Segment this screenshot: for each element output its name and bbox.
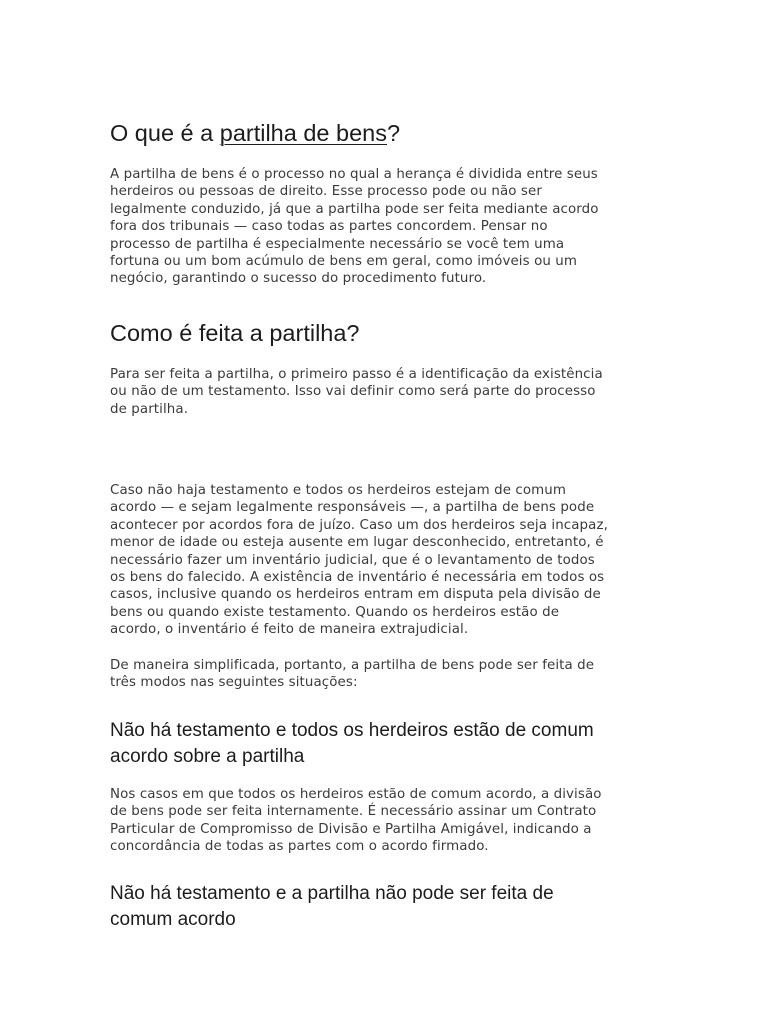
text-line: concordância de todas as partes com o acordo firmado. (110, 839, 489, 855)
text-line: negócio, garantindo o sucesso do procedimento futuro. (110, 271, 487, 287)
text-line: três modos nas seguintes situações: (110, 675, 358, 691)
text-line: Particular de Compromisso de Divisão e Partilha Amigável, indicando a (110, 821, 592, 837)
text-line: legalmente conduzido, já que a partilha pode ser feita mediante acordo (110, 201, 599, 217)
text-line: acordo — e sejam legalmente responsáveis —, a partilha de bens pode (110, 500, 595, 516)
text-line: de partilha. (110, 401, 189, 417)
text-line: os bens do falecido. A existência de inventário é necessária em todos os (110, 570, 605, 586)
paragraph-internal-division (110, 786, 655, 856)
text-line: Nos casos em que todos os herdeiros estão de comum acordo, a divisão (110, 787, 602, 802)
text-line: herdeiros ou pessoas de direito. Esse processo pode ou não ser (110, 184, 542, 200)
paragraph-first-step (110, 366, 655, 418)
text-line: ou não de um testamento. Isso vai definir como será parte do processo (110, 384, 596, 400)
text-line: A partilha de bens é o processo no qual a herança é dividida entre seus (110, 167, 598, 182)
text-line: necessário fazer um inventário judicial, que é o levantamento de todos (110, 552, 595, 568)
heading-what-is-partilha (110, 119, 400, 147)
text-line: de bens pode ser feita internamente. É necessário assinar um Contrato (110, 804, 597, 820)
heading-line: Não há testamento e todos os herdeiros estão de comum (110, 720, 594, 741)
text-line: Para ser feita a partilha, o primeiro passo é a identificação da existência (110, 367, 603, 382)
paragraph-definition (110, 166, 655, 288)
heading-no-agreement (110, 881, 655, 933)
heading-prefix: O que é a (110, 120, 220, 146)
paragraph-no-testament (110, 482, 655, 639)
heading-line: Não há testamento e a partilha não pode ser feita de (110, 883, 554, 904)
text-line: acontecer por acordos fora de juízo. Caso um dos herdeiros seja incapaz, (110, 517, 608, 533)
text-line: casos, inclusive quando os herdeiros entram em disputa pela divisão de (110, 587, 601, 603)
heading-suffix: ? (386, 120, 401, 146)
heading-line: comum acordo (110, 909, 236, 930)
text-line: bens ou quando existe testamento. Quando os herdeiros estão de (110, 604, 560, 620)
text-line: acordo, o inventário é feito de maneira extrajudicial. (110, 622, 469, 638)
heading-line: acordo sobre a partilha (110, 746, 305, 767)
partilha-de-bens-link[interactable]: partilha de bens (219, 120, 387, 146)
paragraph-three-modes (110, 657, 655, 692)
text-line: Caso não haja testamento e todos os herdeiros estejam de comum (110, 483, 567, 498)
heading-common-agreement (110, 718, 655, 770)
text-line: fora dos tribunais — caso todas as partes concordem. Pensar no (110, 219, 548, 235)
text-line: fortuna ou um bom acúmulo de bens em geral, como imóveis ou um (110, 254, 578, 270)
heading-how-partilha: Como é feita a partilha? (110, 320, 360, 346)
text-line: menor de idade ou esteja ausente em lugar desconhecido, entretanto, é (110, 535, 604, 551)
text-line: De maneira simplificada, portanto, a partilha de bens pode ser feita de (110, 658, 595, 673)
text-line: processo de partilha é especialmente necessário se você tem uma (110, 236, 565, 252)
